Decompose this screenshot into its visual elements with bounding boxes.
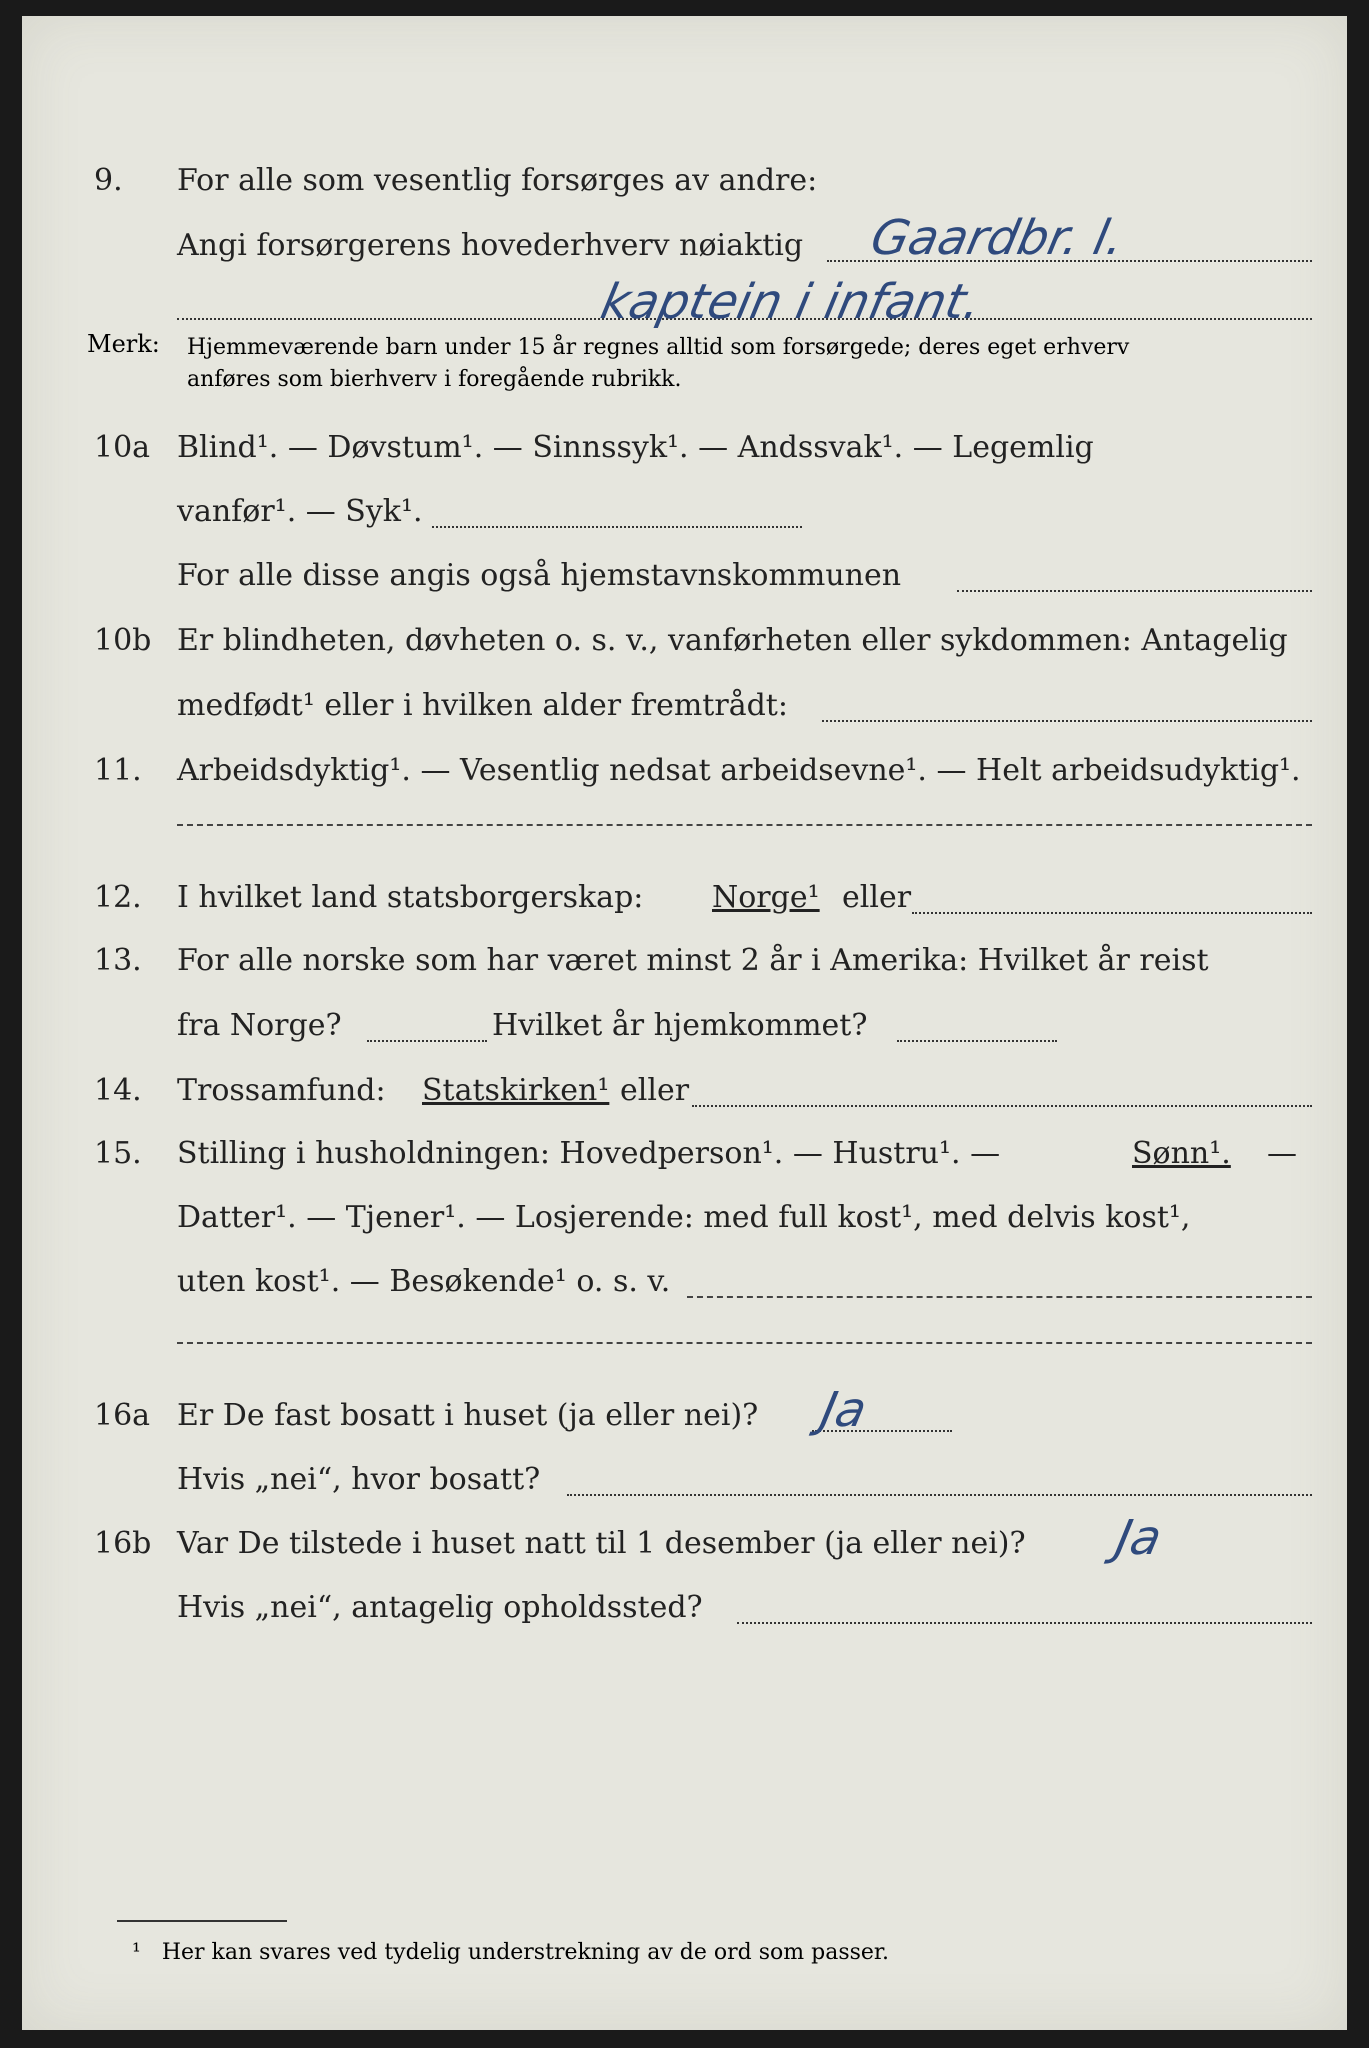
q15-answer-line[interactable]: [687, 1296, 1312, 1298]
q13-row: [22, 931, 1347, 991]
q14-number: 14.: [94, 1073, 142, 1108]
q9-handwritten-2: kaptein i infant.: [596, 274, 987, 330]
footnote: [132, 1938, 889, 1968]
q15-line1b: —: [1267, 1136, 1297, 1171]
q15-row3: [22, 1252, 1347, 1312]
q12-line1: I hvilket land statsborgerskap:: [177, 880, 644, 915]
q13-line2b: Hvilket år hjemkommet?: [492, 1008, 868, 1043]
q9-row3: [22, 274, 1347, 334]
merk-line2: anføres som bierhverv i foregående rubrikk.: [187, 367, 682, 392]
footnote-text: Her kan svares ved tydelig understrekning av de ord som passer.: [161, 1940, 890, 1965]
q10b-answer-line[interactable]: [822, 720, 1312, 722]
q13-answer-line-b[interactable]: [897, 1040, 1057, 1042]
q16a-line2: Hvis „nei“, hvor bosatt?: [177, 1462, 541, 1497]
q16b-number: 16b: [94, 1526, 152, 1561]
q15-line2: Datter¹. — Tjener¹. — Losjerende: med full kost¹, med delvis kost¹,: [177, 1200, 1191, 1235]
q15-row: [22, 1124, 1347, 1184]
q13-answer-line-a[interactable]: [367, 1040, 487, 1042]
q9-number: 9.: [94, 163, 123, 198]
q14-eller: eller: [620, 1073, 690, 1108]
q11-row: [22, 741, 1347, 801]
q11-line1: Arbeidsdyktig¹. — Vesentlig nedsat arbeidsevne¹. — Helt arbeidsudyktig¹.: [177, 753, 1301, 788]
q16b-handwritten: Ja: [1111, 1510, 1167, 1566]
q15-line3: uten kost¹. — Besøkende¹ o. s. v.: [177, 1264, 671, 1299]
q14-answer-line[interactable]: [692, 1105, 1312, 1107]
q10a-row2: [22, 482, 1347, 542]
q10b-line1: Er blindheten, døvheten o. s. v., vanførheten eller sykdommen: Antagelig: [177, 623, 1288, 658]
footnote-rule: [117, 1920, 287, 1922]
q15-sonn: Sønn¹.: [1132, 1136, 1231, 1171]
q9-line1: For alle som vesentlig forsørges av andre:: [177, 163, 818, 198]
q9-row: [22, 151, 1347, 211]
q16b-answer-line[interactable]: [737, 1622, 1312, 1624]
form-sheet: [22, 16, 1347, 2030]
q10a-number: 10a: [94, 430, 151, 465]
q14-row: [22, 1061, 1347, 1121]
q16b-line1: Var De tilstede i huset natt til 1 desember (ja eller nei)?: [177, 1526, 1026, 1561]
q16b-line2: Hvis „nei“, antagelig opholdssted?: [177, 1590, 703, 1625]
q10b-number: 10b: [94, 623, 152, 658]
q10a-line3: For alle disse angis også hjemstavnskommunen: [177, 558, 902, 593]
q12-row: [22, 868, 1347, 928]
q10a-line1: Blind¹. — Døvstum¹. — Sinnssyk¹. — Andssvak¹. — Legemlig: [177, 430, 1094, 465]
q13-number: 13.: [94, 943, 142, 978]
q13-line1: For alle norske som har været minst 2 år i Amerika: Hvilket år reist: [177, 943, 1209, 978]
footnote-mark: ¹: [132, 1940, 141, 1965]
merk-line1: Hjemmeværende barn under 15 år regnes alltid som forsørgede; deres eget erhverv: [187, 335, 1130, 360]
q11-number: 11.: [94, 753, 142, 788]
q16a-row: [22, 1382, 1347, 1446]
q15-line1a: Stilling i husholdningen: Hovedperson¹. — Hustru¹. —: [177, 1136, 1001, 1171]
q9-row2: [22, 210, 1347, 276]
q12-norge: Norge¹: [712, 880, 820, 915]
q15-number: 15.: [94, 1136, 142, 1171]
q13-line2a: fra Norge?: [177, 1008, 342, 1043]
q12-answer-line[interactable]: [912, 912, 1312, 914]
q14-statskirken: Statskirken¹: [422, 1073, 610, 1108]
q10b-row: [22, 611, 1347, 671]
q12-eller: eller: [842, 880, 912, 915]
q9-handwritten-1: Gaardbr. l.: [866, 210, 1130, 266]
q10a-row: [22, 418, 1347, 478]
q11-answer-line[interactable]: [177, 824, 1312, 826]
q16a-handwritten: Ja: [816, 1382, 872, 1438]
q16a-line1: Er De fast bosatt i huset (ja eller nei)?: [177, 1398, 759, 1433]
q15-row2: [22, 1188, 1347, 1248]
q9-line2: Angi forsørgerens hovederhverv nøiaktig: [177, 228, 804, 263]
q16b-row2: [22, 1578, 1347, 1638]
q12-number: 12.: [94, 880, 142, 915]
q15-answer-line-2[interactable]: [177, 1342, 1312, 1344]
q10b-line2: medfødt¹ eller i hvilken alder fremtrådt:: [177, 688, 788, 723]
merk-label: Merk:: [87, 330, 160, 358]
q14-label: Trossamfund:: [177, 1073, 386, 1108]
q16a-number: 16a: [94, 1398, 151, 1433]
q10a-line2: vanfør¹. — Syk¹.: [177, 494, 423, 529]
q10a-answer-line-2[interactable]: [957, 590, 1312, 592]
q10b-row2: [22, 676, 1347, 736]
q16b-row: [22, 1510, 1347, 1574]
q10a-answer-line[interactable]: [432, 526, 802, 528]
q10a-row3: [22, 546, 1347, 606]
q13-row2: [22, 996, 1347, 1056]
q16a-answer-line-2[interactable]: [567, 1494, 1312, 1496]
q16a-row2: [22, 1450, 1347, 1510]
